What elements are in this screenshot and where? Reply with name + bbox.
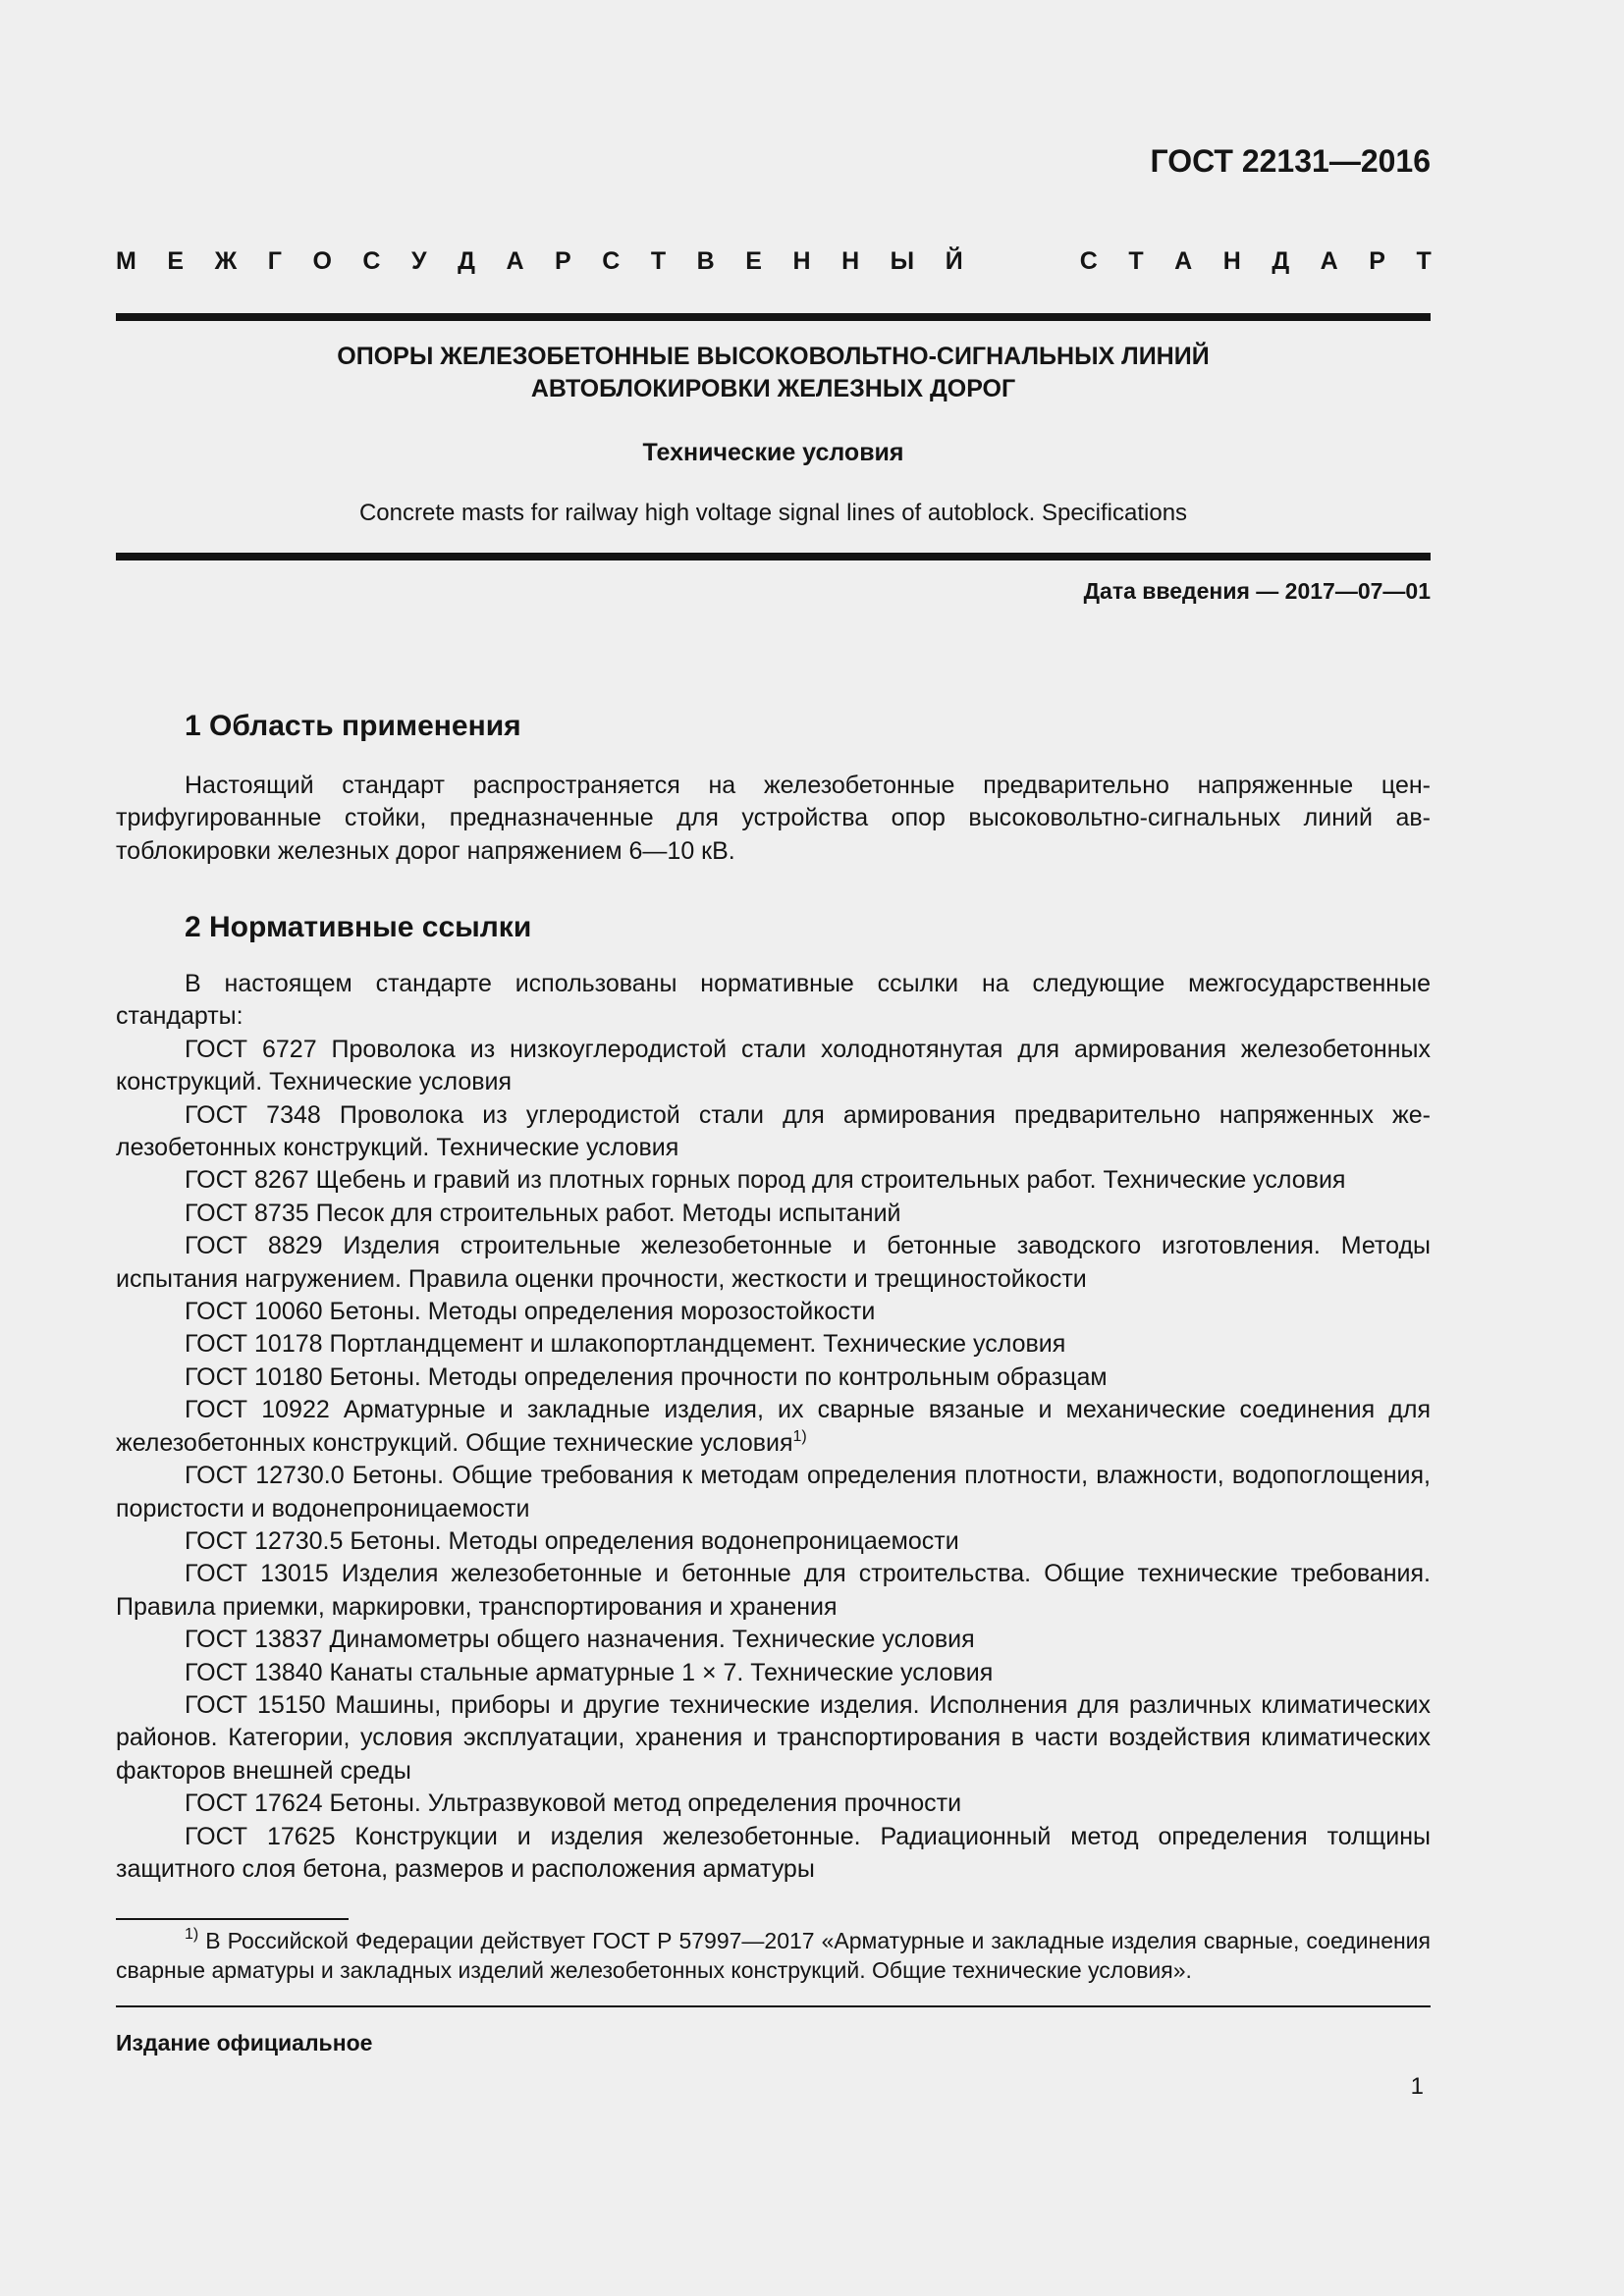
title-line-2: АВТОБЛОКИРОВКИ ЖЕЛЕЗНЫХ ДОРОГ (530, 375, 1016, 402)
heading-letter: С (602, 247, 621, 275)
reference-item: ГОСТ 12730.5 Бетоны. Методы определения водонепроницаемости (185, 1526, 959, 1555)
reference-item: ГОСТ 10060 Бетоны. Методы определения морозостойкости (185, 1298, 876, 1326)
heading-letter: Т (1416, 247, 1432, 275)
scope-paragraph: Настоящий стандарт распространяется на железобетонные предварительно напряженные центрифугированные стойки, предназначенные для устройства опор высоковольтно-сигнальных линий автоблокировки железных дорог напряжением 6—10 кВ. (116, 772, 1431, 865)
footnote-mark: 1) (185, 1926, 199, 1943)
heading-letter: Р (1369, 247, 1385, 275)
footnote (116, 1926, 1431, 1985)
reference-item: ГОСТ 17624 Бетоны. Ультразвуковой метод определения прочности (185, 1789, 962, 1818)
heading-letter: Н (1222, 247, 1241, 275)
edition-label: Издание официальное (116, 2030, 373, 2056)
reference-item: ГОСТ 8735 Песок для строительных работ. Методы испытаний (185, 1199, 901, 1227)
heading-letter: Н (841, 247, 860, 275)
reference-item-with-footnote (116, 1394, 1431, 1460)
english-title: Concrete masts for railway high voltage signal lines of autoblock. Specifications (358, 500, 1188, 526)
introduction-date: Дата введения — 2017—07—01 (1083, 578, 1431, 604)
reference-item: ГОСТ 10180 Бетоны. Методы определения прочности по контрольным образцам (185, 1362, 1108, 1391)
heading-letter: Е (167, 247, 185, 275)
footnote-paragraph (116, 1926, 1431, 1985)
footnote-text: В Российской Федерации действует ГОСТ Р 57997—2017 «Арматурные и закладные изделия сварные, соединения сварные арматуры и закладных изделий железобетонных конструкций. Общие технические условия». (116, 1928, 1431, 1983)
document-number: ГОСТ 22131—2016 (1150, 143, 1431, 179)
section-2-title: 2 Нормативные ссылки (185, 911, 532, 943)
reference-item: ГОСТ 13840 Канаты стальные арматурные 1 × 7. Технические условия (185, 1658, 994, 1686)
heading-letter: М (116, 247, 136, 275)
heading-letter: Й (945, 247, 963, 275)
heading-letter: О (312, 247, 332, 275)
reference-item: ГОСТ 17625 Конструкции и изделия железобетонные. Радиационный метод определения толщины защитного слоя бетона, размеров и расположения арматуры (116, 1822, 1431, 1883)
reference-item: ГОСТ 15150 Машины, приборы и другие технические изделия. Исполнения для различных климатических районов. Категории, условия эксплуатации, хранения и транспортирования в части воздействия климатических факторов внешней среды (116, 1690, 1431, 1785)
heading-letter: У (411, 247, 427, 275)
heading-letter: Т (650, 247, 667, 275)
title-line-1: ОПОРЫ ЖЕЛЕЗОБЕТОННЫЕ ВЫСОКОВОЛЬТНО-СИГНАЛЬНЫХ ЛИНИЙ (337, 343, 1210, 370)
heading-letter: А (506, 247, 524, 275)
heading-letter: С (1079, 247, 1098, 275)
heading-letter: Д (1272, 247, 1290, 275)
page-footer-divider (116, 2005, 1431, 2007)
footnote-mark: 1) (792, 1427, 807, 1445)
footnote-divider (116, 1918, 349, 1920)
heading-letter: Т (1128, 247, 1144, 275)
heading-letter: Д (458, 247, 475, 275)
reference-item: ГОСТ 12730.0 Бетоны. Общие требования к методам определения плотности, влажности, водопоглощения, пористости и водонепроницаемости (116, 1462, 1431, 1522)
document-subtitle: Технические условия (642, 439, 904, 466)
heading-letter: С (362, 247, 381, 275)
reference-item: ГОСТ 10178 Портландцемент и шлакопортландцемент. Технические условия (185, 1330, 1066, 1359)
word-gap (994, 247, 1049, 276)
heading-letter: Н (792, 247, 811, 275)
page-number: 1 (1410, 2073, 1424, 2100)
heading-letter: А (1174, 247, 1193, 275)
heading-letter: Ы (890, 247, 915, 275)
reference-item: ГОСТ 13837 Динамометры общего назначения. Технические условия (185, 1626, 975, 1654)
heading-divider-bottom (116, 553, 1431, 561)
normative-references-list (116, 968, 1431, 1886)
section-1-body (116, 770, 1431, 868)
reference-item: ГОСТ 7348 Проволока из углеродистой стали для армирования предварительно напряженных железобетонных конструкций. Технические условия (116, 1100, 1431, 1162)
references-intro: В настоящем стандарте использованы нормативные ссылки на следующие межгосударственные стандарты: (116, 970, 1431, 1031)
heading-letter: А (1320, 247, 1338, 275)
heading-letter: В (696, 247, 715, 275)
interstate-standard-heading (116, 247, 1432, 276)
section-1-title: 1 Область применения (185, 710, 521, 742)
reference-item: ГОСТ 13015 Изделия железобетонные и бетонные для строительства. Общие технические требования. Правила приемки, маркировки, транспортирования и хранения (116, 1560, 1431, 1621)
reference-item: ГОСТ 6727 Проволока из низкоуглеродистой стали холоднотянутая для армирования железобетонных конструкций. Технические условия (116, 1035, 1431, 1096)
heading-letter: Ж (214, 247, 238, 275)
document-title (116, 341, 1431, 405)
reference-item: ГОСТ 8267 Щебень и гравий из плотных горных пород для строительных работ. Технические условия (185, 1166, 1346, 1195)
heading-letter: Р (555, 247, 571, 275)
reference-item: ГОСТ 8829 Изделия строительные железобетонные и бетонные заводского изготовления. Методы испытания нагружением. Правила оценки прочности, жесткости и трещиностойкости (116, 1232, 1431, 1293)
heading-divider-top (116, 313, 1431, 321)
heading-letter: Е (745, 247, 762, 275)
reference-item-text: ГОСТ 10922 Арматурные и закладные изделия, их сварные вязаные и механические соединения для железобетонных конструкций. Общие технические условия (116, 1396, 1431, 1457)
heading-letter: Г (267, 247, 282, 275)
